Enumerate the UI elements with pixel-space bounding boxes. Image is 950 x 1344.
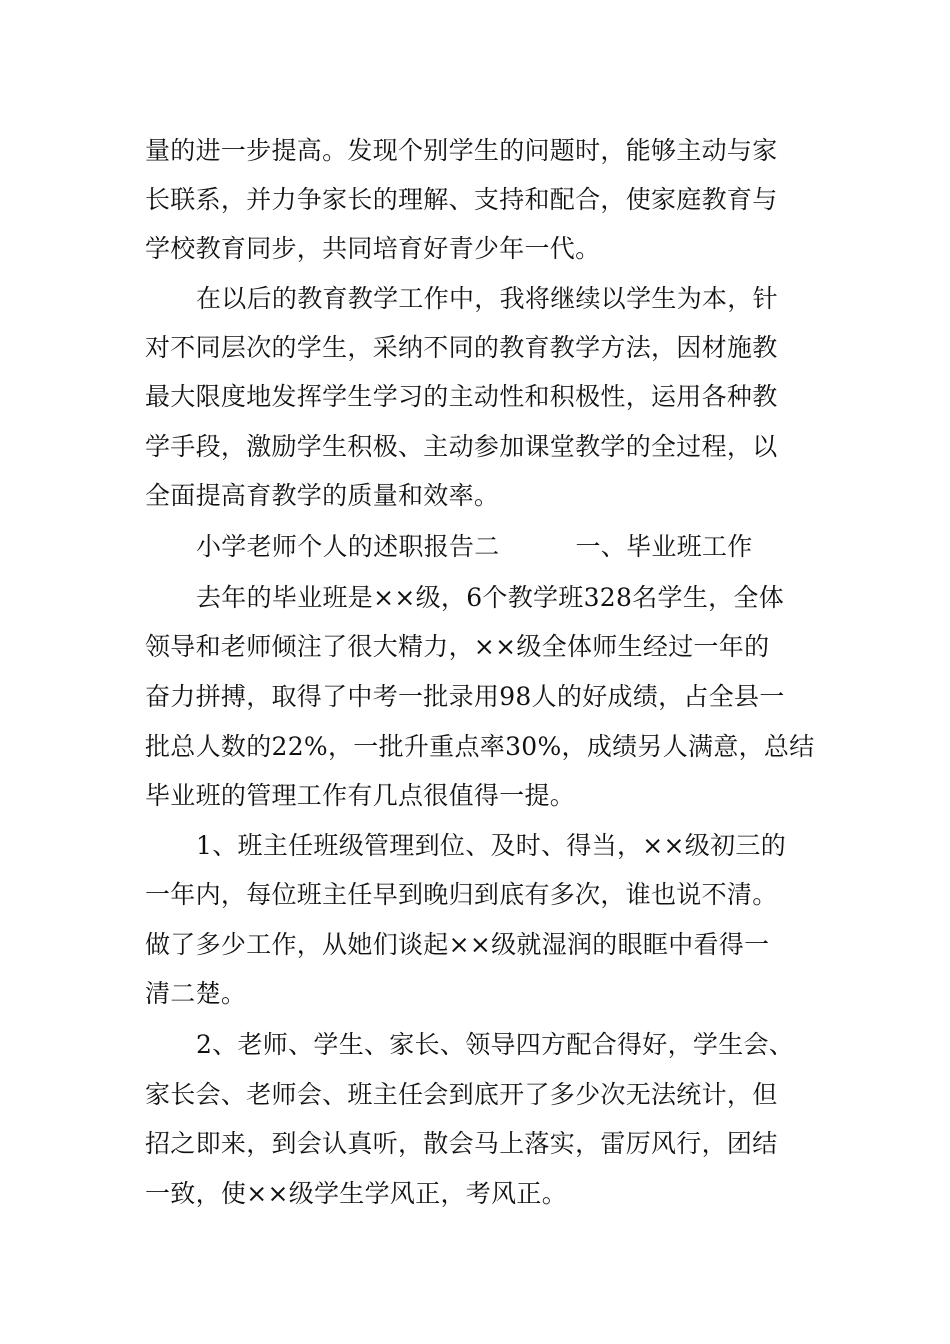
section-heading: 小学老师个人的述职报告二 一、毕业班工作 <box>196 532 753 561</box>
text-line: 清二楚。 <box>145 979 247 1008</box>
text-line: 全面提高育教学的质量和效率。 <box>145 481 500 510</box>
text-line: 家长会、老师会、班主任会到底开了多少次无法统计，但 <box>145 1080 778 1109</box>
text-line: 对不同层次的学生，采纳不同的教育教学方法，因材施教 <box>145 333 778 362</box>
text-line: 在以后的教育教学工作中，我将继续以学生为本，针 <box>196 284 778 313</box>
text-line: 做了多少工作，从她们谈起××级就湿润的眼眶中看得一 <box>145 930 770 959</box>
text-line: 奋力拼搏，取得了中考一批录用98人的好成绩，占全县一 <box>145 682 785 711</box>
text-line: 一年内，每位班主任早到晚归到底有多次，谁也说不清。 <box>145 880 778 909</box>
text-line: 批总人数的22%，一批升重点率30%，成绩另人满意，总结 <box>145 732 815 761</box>
text-line: 学手段，激励学生积极、主动参加课堂教学的全过程，以 <box>145 432 778 461</box>
text-line: 长联系，并力争家长的理解、支持和配合，使家庭教育与 <box>145 185 778 214</box>
text-line: 最大限度地发挥学生学习的主动性和积极性，运用各种教 <box>145 382 778 411</box>
text-line: 去年的毕业班是××级，6个教学班328名学生，全体 <box>196 583 785 612</box>
text-line: 领导和老师倾注了很大精力，××级全体师生经过一年的 <box>145 632 770 661</box>
text-line: 毕业班的管理工作有几点很值得一提。 <box>145 781 576 810</box>
text-line: 学校教育同步，共同培育好青少年一代。 <box>145 234 601 263</box>
text-line: 一致，使××级学生学风正，考风正。 <box>145 1179 567 1208</box>
text-line: 2、老师、学生、家长、领导四方配合得好，学生会、 <box>196 1030 795 1059</box>
text-line: 招之即来，到会认真听，散会马上落实，雷厉风行，团结 <box>145 1129 778 1158</box>
text-line: 量的进一步提高。发现个别学生的问题时，能够主动与家 <box>145 136 778 165</box>
text-line: 1、班主任班级管理到位、及时、得当，××级初三的 <box>196 831 787 860</box>
